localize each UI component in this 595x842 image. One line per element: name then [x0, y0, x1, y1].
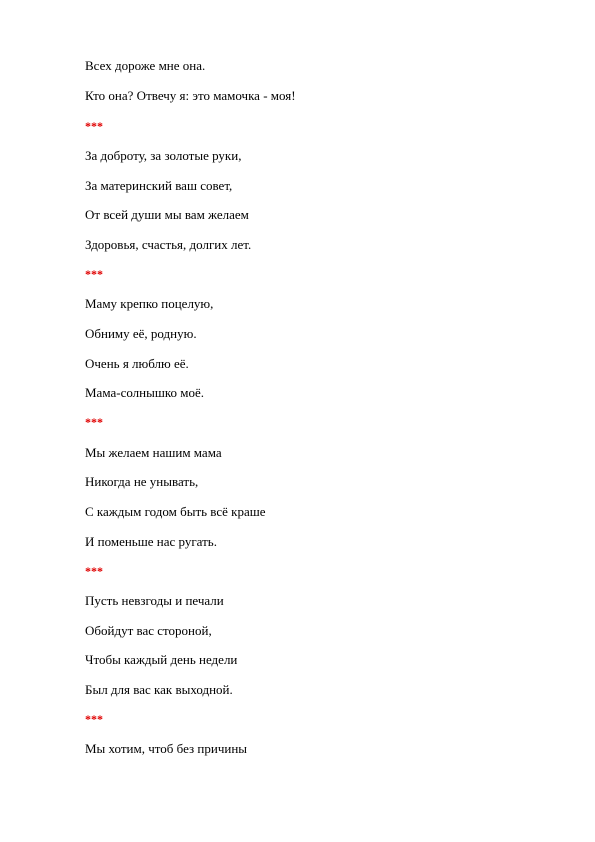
poem-line: Мы хотим, чтоб без причины	[85, 741, 248, 756]
poem-line: Пусть невзгоды и печали	[85, 593, 224, 608]
stanza-separator: ***	[85, 712, 103, 726]
poem-line: За доброту, за золотые руки,	[85, 148, 242, 163]
poem-line: Мама-солнышко моё.	[85, 385, 205, 400]
stanza-separator: ***	[85, 267, 103, 281]
poem-line: И поменьше нас ругать.	[85, 534, 217, 549]
poem-line: Очень я люблю её.	[85, 356, 189, 371]
poem-line: Здоровья, счастья, долгих лет.	[85, 237, 252, 252]
poem-line: От всей души мы вам желаем	[85, 207, 249, 222]
stanza-separator: ***	[85, 119, 103, 133]
poem-line: Был для вас как выходной.	[85, 682, 233, 697]
stanza-separator: ***	[85, 415, 103, 429]
poem-line: Всех дороже мне она.	[85, 58, 206, 73]
poem-line: За материнский ваш совет,	[85, 178, 233, 193]
poem-line: С каждым годом быть всё краше	[85, 504, 266, 519]
poem-line: Кто она? Отвечу я: это мамочка - моя!	[85, 88, 296, 103]
poem-line: Обниму её, родную.	[85, 326, 197, 341]
poem-line: Никогда не унывать,	[85, 474, 199, 489]
stanza-separator: ***	[85, 564, 103, 578]
poem-line: Мы желаем нашим мама	[85, 445, 222, 460]
poem-line: Чтобы каждый день недели	[85, 652, 238, 667]
poem-line: Обойдут вас стороной,	[85, 623, 212, 638]
poem-line: Маму крепко поцелую,	[85, 296, 214, 311]
